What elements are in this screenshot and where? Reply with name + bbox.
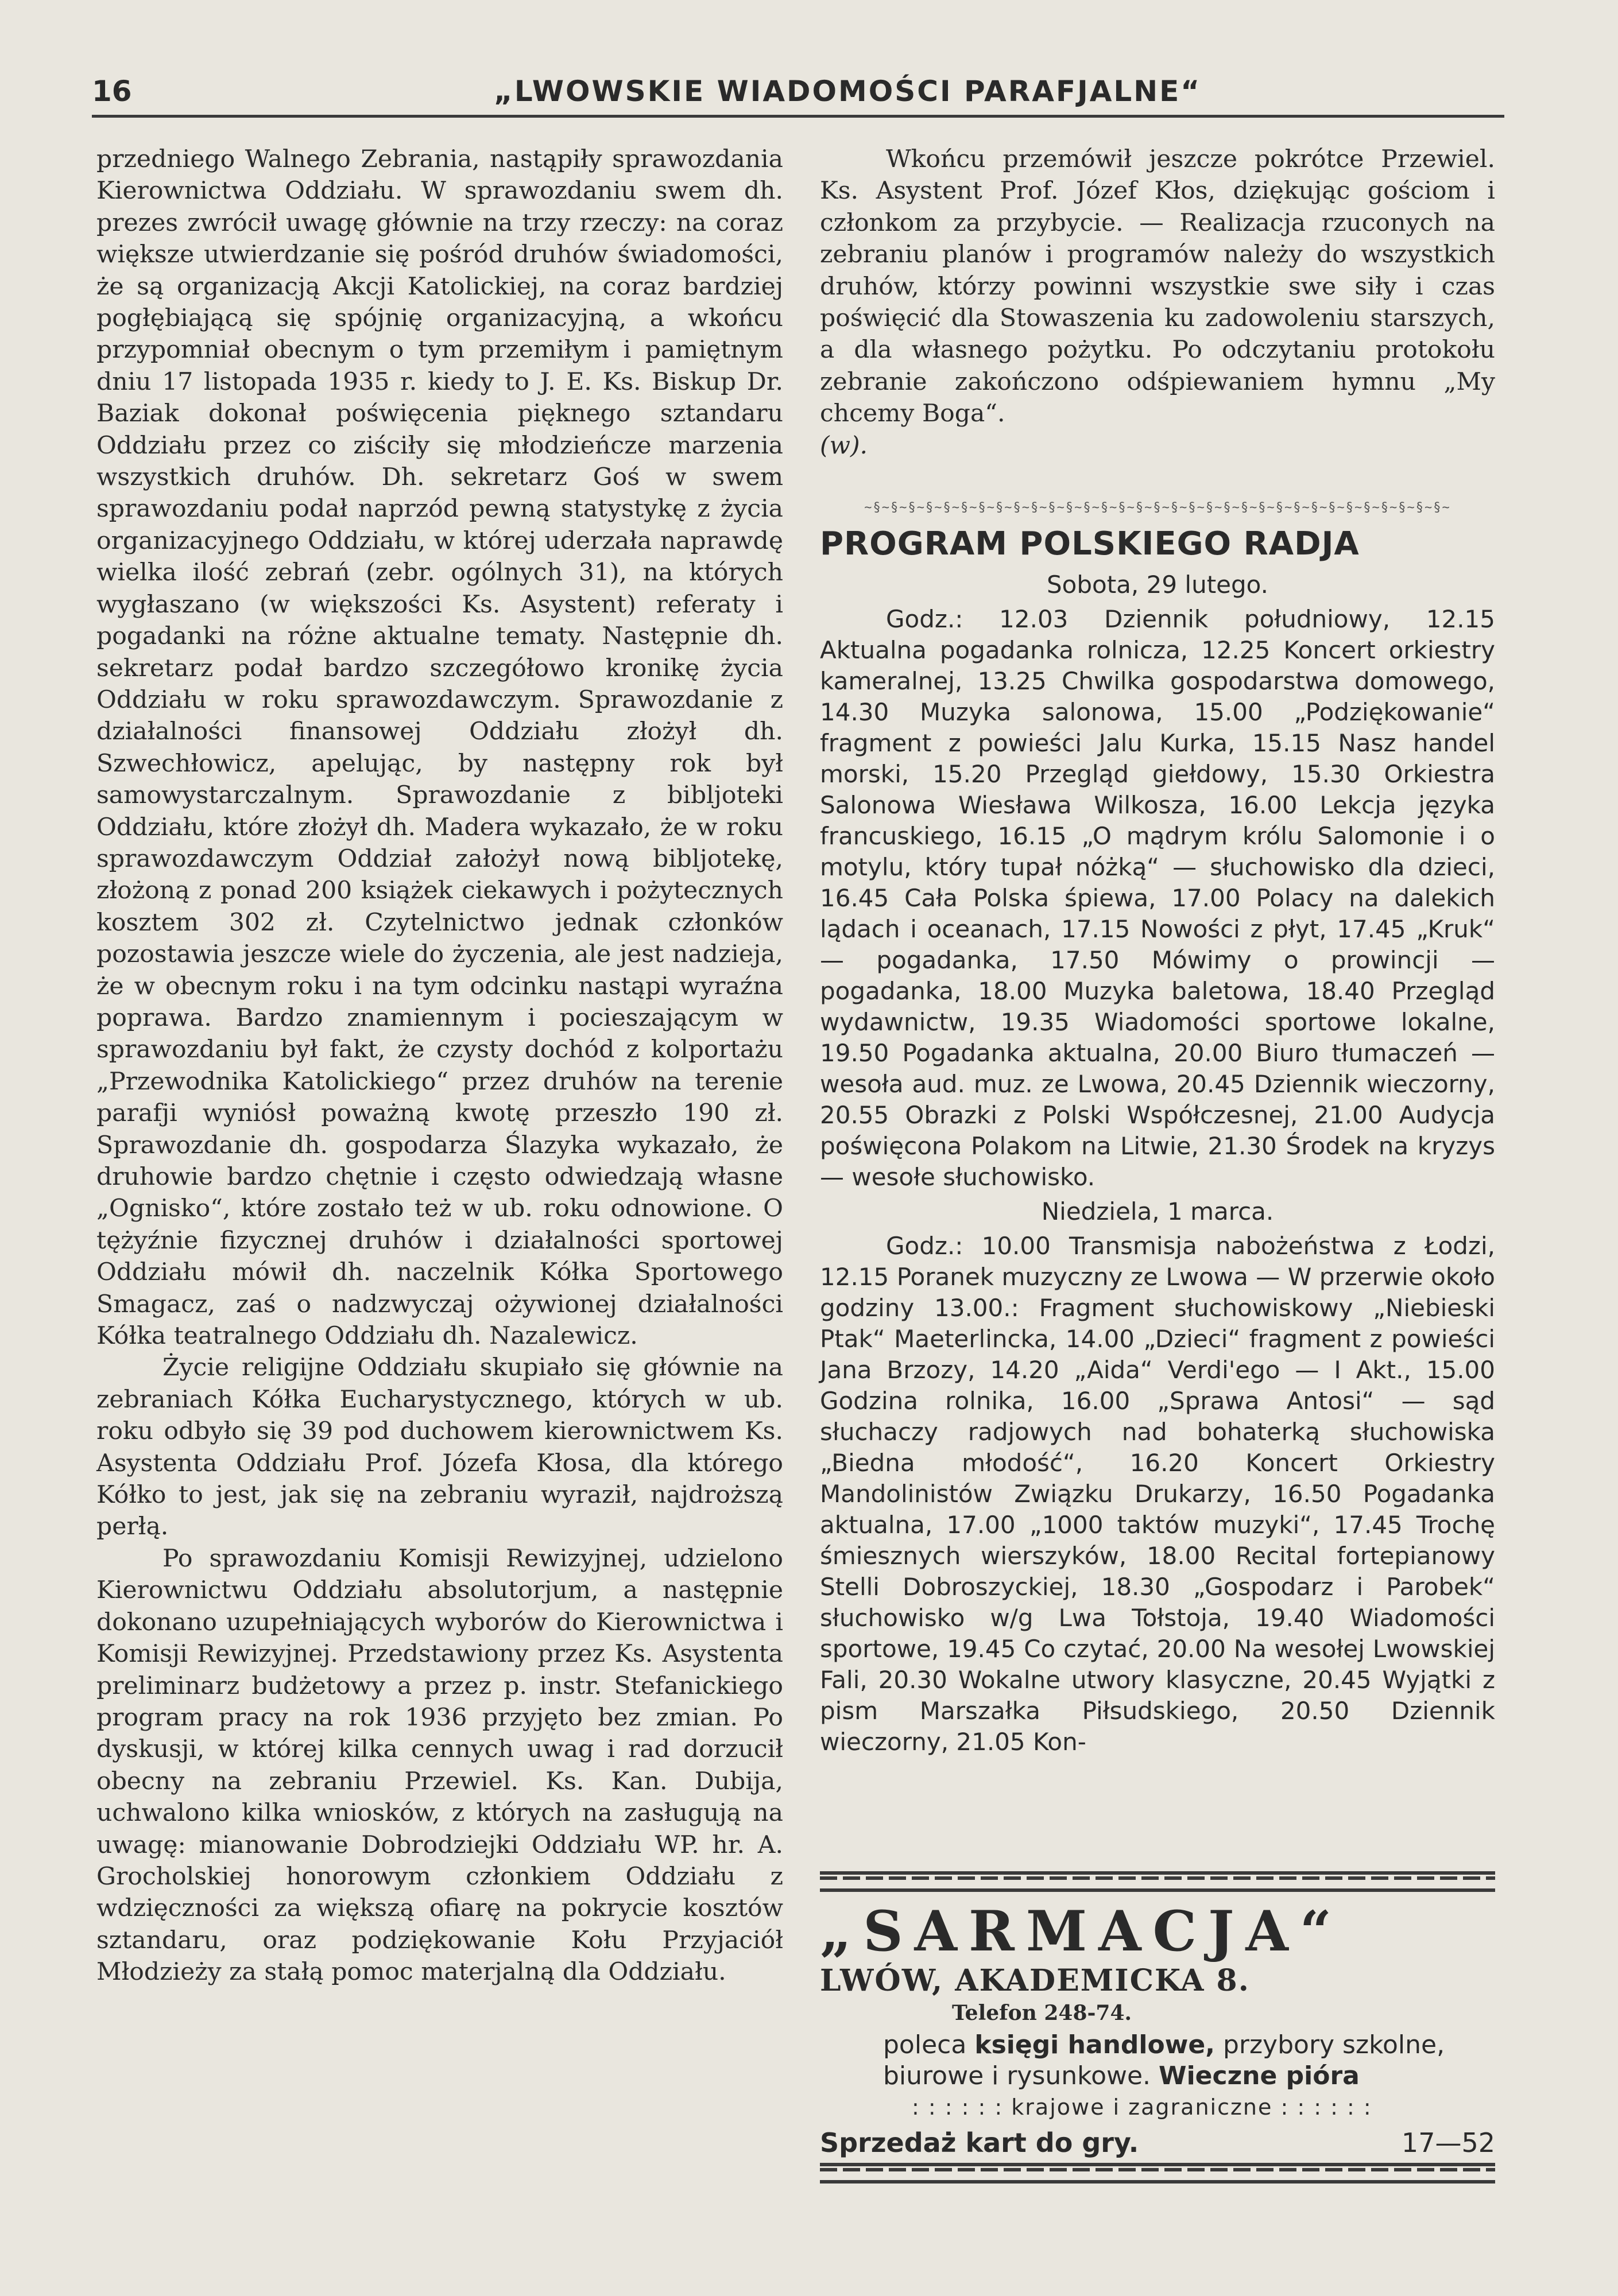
day-heading-sunday: Niedziela, 1 marca. xyxy=(1041,1197,1274,1225)
ad-offer-rest: przybory szkolne, biurowe i rysunkowe. xyxy=(883,2030,1445,2091)
ad-bottom-line xyxy=(820,2126,1495,2159)
ad-address: LWÓW, AKADEMICKA 8. xyxy=(820,1963,1250,1998)
radio-program-title: PROGRAM POLSKIEGO RADJA xyxy=(820,525,1360,563)
ad-cards: Sprzedaż kart do gry. xyxy=(820,2127,1139,2158)
right-column xyxy=(820,144,1495,1758)
left-paragraph-1: przedniego Walnego Zebrania, nastąpiły sprawozdania Kierownictwa Oddziału. W sprawozdaniu swem dh. prezes zwrócił uwagę głównie na trzy rzeczy: na coraz większe utwierdzanie się pośród druhów świadomości, że są organizacją Akcji Katolickiej, na coraz bardziej pogłębiającą się spójnię organizacyjną, a wkońcu przypomniał obecnym o tym przemiłym i pamiętnym dniu 17 listopada 1935 r. kiedy to J. E. Ks. Biskup Dr. Baziak dokonał poświęcenia pięknego sztandaru Oddziału przez co ziściły się młodzieńcze marzenia wszystkich druhów. Dh. sekretarz Goś w swem sprawozdaniu podał naprzód pewną statystykę z życia organizacyjnego Oddziału, w której uderzała naprawdę wielka ilość zebrań (zebr. ogólnych 31), na których wygłaszano (w większości Ks. Asystent) referaty i pogadanki na różne aktualne tematy. Następnie dh. sekretarz podał bardzo szczegółowo kronikę życia Oddziału w roku sprawozdawczym. Sprawozdanie z działalności finansowej Oddziału złożył dh. Szwechłowicz, apelując, by następny rok był samowystarczalnym. Sprawozdanie z bibljoteki Oddziału, które złożył dh. Madera wykazało, że w roku sprawozdawczym Oddział założył nową bibljotekę, złożoną z ponad 200 książek ciekawych i pożytecznych kosztem 302 zł. Czytelnictwo jednak członków pozostawia jeszcze wiele do życzenia, ale jest nadzieja, że w obecnym roku i na tym odcinku nastąpi wyraźna poprawa. Bardzo znamiennym i pocieszającym w sprawozdaniu był fakt, że czysty dochód z kolportażu „Przewodnika Katolickiego“ przez druhów na terenie parafji wyniósł poważną kwotę przeszło 190 zł. Sprawozdanie dh. gospodarza Ślazyka wykazało, że druhowie bardzo chętnie i często odwiedzają własne „Ognisko“, które zostało też w ub. roku odnowione. O tężyźnie fizycznej druhów i działalności sportowej Oddziału mówił dh. naczelnik Kółka Sportowego Smagacz, zaś o nadzwyczaj ożywionej działalności Kółka teatralnego Oddziału dh. Nazalewicz. xyxy=(96,145,783,1351)
running-title: „LWOWSKIE WIADOMOŚCI PARAFJALNE“ xyxy=(494,75,1202,108)
day-heading-saturday: Sobota, 29 lutego. xyxy=(1047,571,1268,599)
ad-bottom-rule xyxy=(820,2163,1495,2183)
ad-offer xyxy=(883,2030,1495,2092)
sunday-schedule: Godz.: 10.00 Transmisja nabożeństwa z Łodzi, 12.15 Poranek muzyczny ze Lwowa — W przerwie około godziny 13.00.: Fragment słuchowiskowy „Niebieski Ptak“ Maeterlincka, 14.00 „Dzieci“ fragment z powieści Jana Brzozy, 14.20 „Aida“ Verdi'ego — I Akt., 15.00 Godzina rolnika, 16.00 „Sprawa Antosi“ — sąd słuchaczy radjowych nad bohaterką słuchowiska „Biedna młodość“, 16.20 Koncert Orkiestry Mandolinistów Związku Drukarzy, 16.50 Pogadanka aktualna, 17.00 „1000 taktów muzyki“, 17.45 Trochę śmiesznych wierszyków, 18.00 Recital fortepianowy Stelli Dobroszyckiej, 18.30 „Gospodarz i Parobek“ słuchowisko w/g Lwa Tołstoja, 19.40 Wiadomości sportowe, 19.45 Co czytać, 20.00 Na wesołej Lwowskiej Fali, 20.30 Wokalne utwory klasyczne, 20.45 Wyjątki z pism Marszałka Piłsudskiego, 20.50 Dziennik wieczorny, 21.05 Kon- xyxy=(820,1232,1495,1756)
left-paragraph-2: Życie religijne Oddziału skupiało się głównie na zebraniach Kółka Eucharystycznego, których w ub. roku odbyło się 39 pod duchowem kierownictwem Ks. Asystenta Oddziału Prof. Józefa Kłosa, dla którego Kółko to jest, jak się na zebraniu wyraził, najdroższą perłą. xyxy=(96,1353,783,1541)
article-signature: (w). xyxy=(820,431,868,460)
sarmacja-advertisement xyxy=(820,1868,1495,2189)
ad-top-rule xyxy=(820,1871,1495,1892)
page-number: 16 xyxy=(92,75,132,108)
ad-phone: Telefon 248-74. xyxy=(952,2001,1132,2025)
ad-offer-prefix: poleca xyxy=(883,2030,967,2060)
left-column xyxy=(96,144,783,1988)
ad-offer-pens: Wieczne pióra xyxy=(1159,2061,1360,2091)
ad-offer-highlight: księgi handlowe, xyxy=(974,2030,1215,2060)
left-paragraph-3: Po sprawozdaniu Komisji Rewizyjnej, udzielono Kierownictwu Oddziału absolutorjum, a następnie dokonano uzupełniających wyborów do Kierownictwa i Komisji Rewizyjnej. Przedstawiony przez Ks. Asystenta preliminarz budżetowy a przez p. instr. Stefanickiego program pracy na rok 1936 przyjęto bez zmian. Po dyskusji, w której kilka cennych uwag i rad dorzucił obecny na zebraniu Przewiel. Ks. Kan. Dubija, uchwalono kilka wniosków, z których na zasługują na uwagę: mianowanie Dobrodziejki Oddziału WP. hr. A. Grocholskiej honorowym członkiem Oddziału z wdzięczności za większą ofiarę na pokrycie kosztów sztandaru, oraz podziękowanie Kołu Przyjaciół Młodzieży za stałą pomoc materjalną dla Oddziału. xyxy=(96,1544,783,1987)
article-ending xyxy=(820,144,1495,494)
ad-countries: : : : : : : krajowe i zagraniczne : : : : : : xyxy=(912,2095,1372,2120)
ad-company-name: „SARMACJA“ xyxy=(820,1899,1344,1964)
page-header xyxy=(92,69,1504,118)
radio-program xyxy=(820,569,1495,1758)
article-closing-paragraph: Wkońcu przemówił jeszcze pokrótce Przewiel. Ks. Asystent Prof. Józef Kłos, dziękując gościom i członkom za przybycie. — Realizacja rzuconych na zebraniu planów i programów należy do wszystkich druhów, którzy powinni wszystkie swe siły i czas poświęcić dla Stowaszenia ku zadowoleniu starszych, a dla własnego pożytku. Po odczytaniu protokołu zebranie zakończono odśpiewaniem hymnu „My chcemy Boga“. xyxy=(820,145,1495,428)
saturday-schedule: Godz.: 12.03 Dziennik południowy, 12.15 Aktualna pogadanka rolnicza, 12.25 Koncert orkiestry kameralnej, 13.25 Chwilka gospodarstwa domowego, 14.30 Muzyka salonowa, 15.00 „Podziękowanie“ fragment z powieści Jalu Kurka, 15.15 Nasz handel morski, 15.20 Przegląd giełdowy, 15.30 Orkiestra Salonowa Wiesława Wilkosza, 16.00 Lekcja języka francuskiego, 16.15 „O mądrym królu Salomonie i o motylu, który tupał nóżką“ — słuchowisko dla dzieci, 16.45 Cała Polska śpiewa, 17.00 Polacy na dalekich lądach i oceanach, 17.15 Nowości z płyt, 17.45 „Kruk“ — pogadanka, 17.50 Mówimy o prowincji — pogadanka, 18.00 Muzyka baletowa, 18.40 Przegląd wydawnictw, 19.35 Wiadomości sportowe lokalne, 19.50 Pogadanka aktualna, 20.00 Biuro tłumaczeń — wesoła aud. muz. ze Lwowa, 20.45 Dziennik wieczorny, 20.55 Obrazki z Polski Współczesnej, 21.00 Audycja poświęcona Polakom na Litwie, 21.30 Środek na kryzys — wesołe słuchowisko. xyxy=(820,605,1495,1191)
ornament-divider: ~§~§~§~§~§~§~§~§~§~§~§~§~§~§~§~§~§~§~§~§~§~§~§~§~§~§~§~§~§~§~§~§~§~ xyxy=(864,501,1451,515)
ad-code: 17—52 xyxy=(1401,2127,1495,2158)
